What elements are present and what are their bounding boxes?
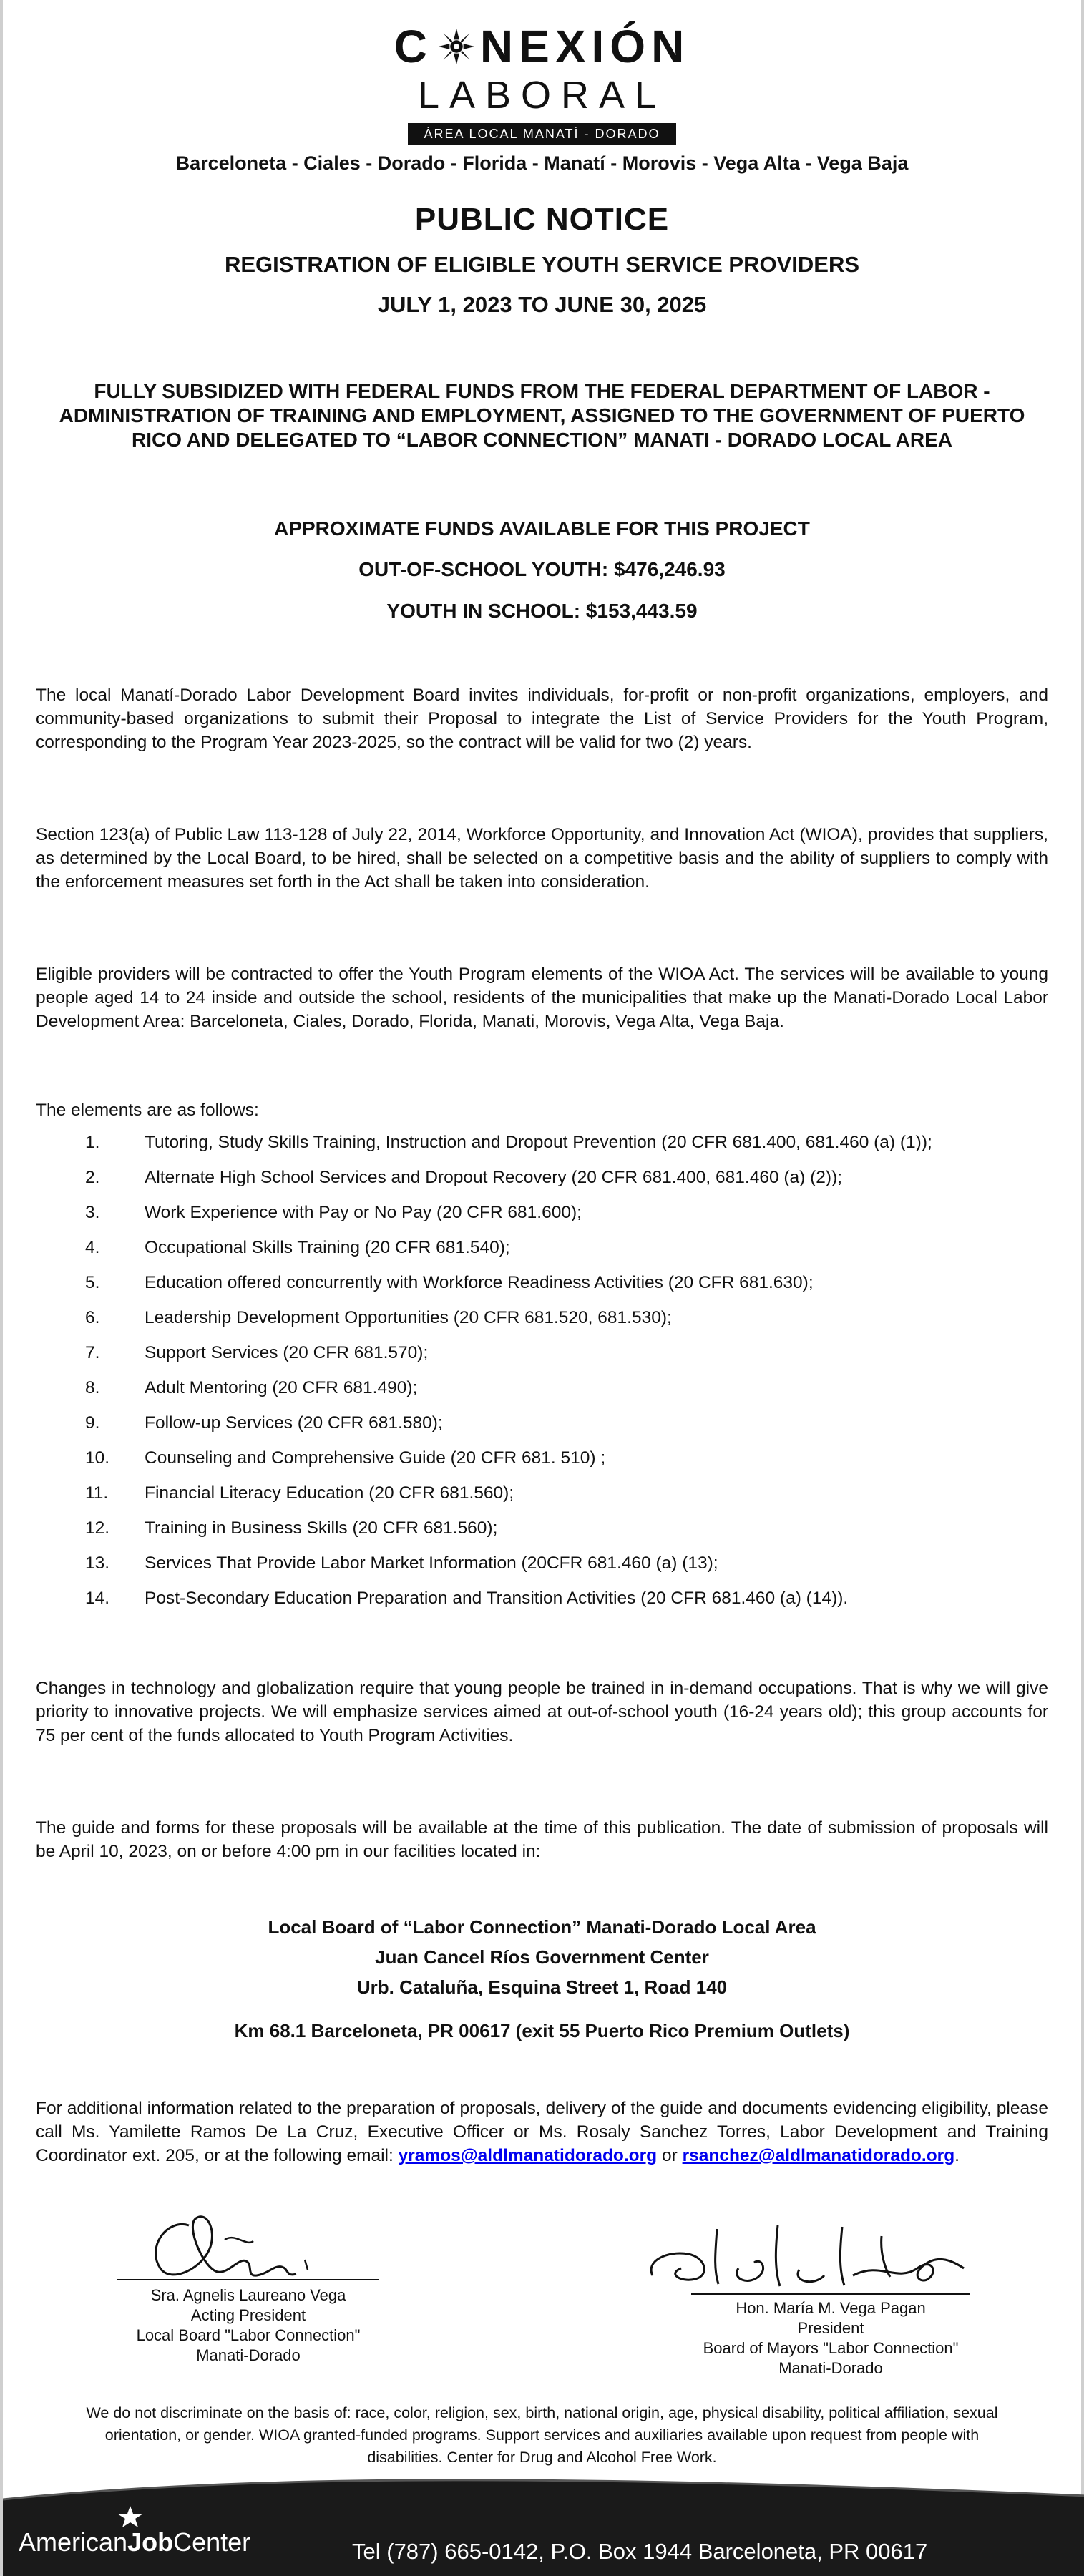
guide-paragraph: The guide and forms for these proposals will be available at the time of this publication. The date of submission of proposals will be April 10, 2023, on or before 4:00 pm in our facilities located in: bbox=[36, 1818, 1048, 1861]
right-signatory-org: Board of Mayors "Labor Connection" bbox=[703, 2339, 959, 2357]
changes-paragraph: Changes in technology and globalization require that young people be trained in in-demand occupations. That is why we will give priority to innovative projects. We will emphasize services aimed at out-of-school youth (16-24 years old); this group accounts for 75 per cent of the funds allocated to Youth Program Activities. bbox=[36, 1679, 1048, 1745]
left-signatory-area: Manati-Dorado bbox=[196, 2346, 301, 2364]
right-handwritten-signature bbox=[638, 2218, 975, 2297]
funds-in-school: YOUTH IN SCHOOL: $153,443.59 bbox=[386, 600, 698, 622]
left-handwritten-signature bbox=[139, 2197, 325, 2290]
right-signatory-area: Manati-Dorado bbox=[778, 2359, 883, 2377]
non-discrimination-note: We do not discriminate on the basis of: race, color, religion, sex, birth, national origin, age, physical disability, political affiliation, sexual orientation, or gender. WIOA granted-funded programs. Support services and auxiliaries available upon request from people with disabilities. Center for Drug and Alcohol Free Work. bbox=[86, 2404, 998, 2466]
ajc-prefix: American bbox=[19, 2527, 128, 2557]
logo-letters-nexion: NEXIÓN bbox=[479, 21, 690, 72]
left-signatory-org: Local Board "Labor Connection" bbox=[136, 2326, 361, 2344]
notice-subtitle: REGISTRATION OF ELIGIBLE YOUTH SERVICE PROVIDERS bbox=[224, 252, 860, 277]
notice-title: PUBLIC NOTICE bbox=[414, 202, 670, 237]
contact-period: . bbox=[954, 2146, 960, 2165]
email-link-yramos[interactable]: yramos@aldlmanatidorado.org bbox=[398, 2146, 658, 2165]
contact-info: Tel (787) 665-0142, P.O. Box 1944 Barceloneta, PR 00617 bbox=[352, 2539, 928, 2564]
logo-letter-c: C bbox=[394, 21, 433, 72]
left-signatory-title: Acting President bbox=[190, 2306, 306, 2324]
conexion-laboral-logo bbox=[3, 21, 1081, 145]
contact-text: For additional information related to the preparation of proposals, delivery of the guide and documents evidencing eligibility, please call Ms. Yamilette Ramos De La Cruz, Executive Officer or Ms. Rosaly Sanchez Torres, Labor Development and Training Coordinator ext. 205, or at the following email: bbox=[36, 2099, 1048, 2165]
email-link-rsanchez[interactable]: rsanchez@aldlmanatidorado.org bbox=[682, 2146, 955, 2165]
left-signatory-name: Sra. Agnelis Laureano Vega bbox=[150, 2286, 346, 2304]
ajc-suffix: Center bbox=[173, 2527, 251, 2557]
address-line-4: Km 68.1 Barceloneta, PR 00617 (exit 55 Puerto Rico Premium Outlets) bbox=[234, 2020, 850, 2041]
eligible-providers-paragraph: Eligible providers will be contracted to offer the Youth Program elements of the WIOA Act. The services will be available to young people aged 14 to 24 inside and outside the school, residents of the municipalities that make up the Manati-Dorado Local Labor Development Area: Barceloneta, Ciales, Dorado, Florida, Manati, Morovis, Vega Alta, Vega Baja. bbox=[36, 965, 1048, 1031]
star-icon bbox=[116, 2504, 145, 2529]
right-signature-line bbox=[691, 2293, 970, 2295]
or-text: or bbox=[661, 2146, 678, 2165]
address-line-3: Urb. Cataluña, Esquina Street 1, Road 140 bbox=[356, 1976, 728, 1998]
logo-brand-bottom: LABORAL bbox=[417, 74, 667, 117]
left-signatory bbox=[105, 2285, 391, 2366]
american-job-center-logo bbox=[19, 2527, 250, 2557]
address-line-2: Juan Cancel Ríos Government Center bbox=[375, 1946, 709, 1968]
logo-area-label: ÁREA LOCAL MANATÍ - DORADO bbox=[408, 123, 675, 145]
funds-out-of-school: OUT-OF-SCHOOL YOUTH: $476,246.93 bbox=[358, 558, 726, 580]
right-signatory bbox=[688, 2298, 974, 2379]
left-signature-line bbox=[117, 2279, 379, 2280]
elements-intro: The elements are as follows: bbox=[36, 1101, 259, 1120]
municipalities-list: Barceloneta - Ciales - Dorado - Florida - Manatí - Morovis - Vega Alta - Vega Baja bbox=[175, 152, 909, 174]
logo-brand-top bbox=[394, 21, 690, 72]
intro-paragraph: The local Manatí-Dorado Labor Development Board invites individuals, for-profit or non-profit organizations, employers, and community-based organizations to submit their Proposal to integrate the List of Service Providers for the Youth Program, corresponding to the Program Year 2023-2025, so the contract will be valid for two (2) years. bbox=[36, 686, 1048, 752]
federal-funding-statement: FULLY SUBSIDIZED WITH FEDERAL FUNDS FROM THE FEDERAL DEPARTMENT OF LABOR - ADMINISTRATION OF TRAINING AND EMPLOYMENT, ASSIGNED TO THE GOVERNMENT OF PUERTO RICO AND DELEGATED TO “LABOR CONNECTION” MANATI - DORADO LOCAL AREA bbox=[59, 380, 1025, 451]
ajc-bold: Job bbox=[127, 2527, 174, 2557]
section-123-paragraph: Section 123(a) of Public Law 113-128 of July 22, 2014, Workforce Opportunity, and Innovation Act (WIOA), provides that suppliers, as determined by the Local Board, to be hired, shall be selected on a competitive basis and the ability of suppliers to comply with the enforcement measures set forth in the Act shall be taken into consideration. bbox=[36, 825, 1048, 892]
address-line-1: Local Board of “Labor Connection” Manati-Dorado Local Area bbox=[268, 1916, 816, 1938]
right-signatory-name: Hon. María M. Vega Pagan bbox=[736, 2299, 926, 2317]
sun-logo-icon bbox=[436, 26, 477, 67]
funds-heading: APPROXIMATE FUNDS AVAILABLE FOR THIS PROJECT bbox=[274, 517, 810, 540]
notice-period: JULY 1, 2023 TO JUNE 30, 2025 bbox=[377, 292, 707, 317]
public-notice-page: C NEXIÓN LABORAL ÁREA LOCAL MANATÍ - DORADO Barceloneta - Ciales - Dorado - Florida - Manatí - Morovis - Vega Alta - Vega Baja PUBLIC NOTICE REGISTRATION OF ELIGIBLE YOUTH SERVICE PROVIDERS JULY 1, 2023 TO JUNE 30, 2025 FULLY SUBSIDIZED WITH FEDERAL FUNDS FROM THE FEDERAL DEPARTMENT OF LABOR - ADMINISTRATION OF TRAINING AND EMPLOYMENT, ASSIGNED TO THE GOVERNMENT OF PUERTO RICO AND DELEGATED TO “LABOR CONNECTION” MANATI - DORADO LOCAL AREA APPROXIMATE FUNDS AVAILABLE FOR THIS PROJECT OUT-OF-SCHOOL YOUTH: $476,246.93 YOUTH IN SCHOOL: $153,443.59 The local Manatí-Dorado Labor Development Board invites individuals, for-profit or non-profit organizations, employers, and community-based organizations to submit their Proposal to integrate the List of Service Providers for the Youth Program, corresponding to the Program Year 2023-2025, so the contract will be valid for two (2) years. Section 123(a) of Public Law 113-128 of July 22, 2014, Workforce Opportunity, and Innovation Act (WIOA), provides that suppliers, as determined by the Local Board, to be hired, shall be selected on a competitive basis and the ability of suppliers to comply with the enforcement measures set forth in the Act shall be taken into consideration. Eligible providers will be contracted to offer the Youth Program elements of the WIOA Act. The services will be available to young people aged 14 to 24 inside and outside the school, residents of the municipalities that make up the Manati-Dorado Local Labor Development Area: Barceloneta, Ciales, Dorado, Florida, Manati, Morovis, Vega Alta, Vega Baja. The elements are as follows: 1. Tutoring, Study Skills Training, Instruction and Dropout Prevention (20 CFR 681.400, 681.460 (a) (1)); 2. Alternate High School Services and Dropout Recovery (20 CFR 681.400, 681.460 (a) (2)); 3. Work Experience with Pay or No Pay (20 CFR 681.600); 4. Occupational Skills Training (20 CFR 681.540); 5. Education offered concurrently with Workforce Readiness Activities (20 CFR 681.630); 6. Leadership Development Opportunities (20 CFR 681.520, 681.530); 7. Support Services (20 CFR 681.570); 8. Adult Mentoring (20 CFR 681.490); 9. Follow-up Services (20 CFR 681.580); 10. Counseling and Comprehensive Guide (20 CFR 681. 510) ; 11. Financial Literacy Education (20 CFR 681.560); 12. Training in Business Skills (20 CFR 681.560); 13. Services That Provide Labor Market Information (20CFR 681.460 (a) (13); 14. Post-Secondary Education Preparation and Transition Activities (20 CFR 681.460 (a) (14)). Changes in technology and globalization require that young people be trained in in-demand occupations. That is why we will give priority to innovative projects. We will emphasize services aimed at out-of-school youth (16-24 years old); this group accounts for 75 per cent of the funds allocated to Youth Program Activities. The guide and forms for these proposals will be available at the time of this publication. The date of submission of proposals will be April 10, 2023, on or before 4:00 pm in our facilities located in: Local Board of “Labor Connection” Manati-Dorado Local Area Juan Cancel Ríos Government Center Urb. Cataluña, Esquina Street 1, Road 140 Km 68.1 Barceloneta, PR 00617 (exit 55 Puerto Rico Premium Outlets) For additional information related to the preparation of proposals, delivery of the guide and documents evidencing eligibility, please call Ms. Yamilette Ramos De La Cruz, Executive Officer or Ms. Rosaly Sanchez Torres, Labor Development and Training Coordinator ext. 205, or at the following email: yramos@aldlmanatidorado.org or rsanchez@aldlmanatidorado.org. Sra. Agnelis Laureano Vega Acting President Local Board "Labor Connection" Manati-Dorado Hon. María M. Vega Pagan President Board of Mayors "Labor Connection" Manati-Dorado We do not discriminate on the basis of: race, color, religion, sex, birth, national origin, age, physical disability, political affiliation, sexual orientation, or gender. WIOA granted-funded programs. Support services and auxiliaries available upon request from people with disabilities. Center for Drug and Alcohol Free Work. AmericanJobCenter Tel (787) 665-0142, P.O. Box 1944 Barceloneta, PR 00617 bbox=[0, 0, 1084, 2576]
right-signatory-title: President bbox=[797, 2319, 864, 2337]
contact-paragraph bbox=[36, 2097, 1048, 2167]
